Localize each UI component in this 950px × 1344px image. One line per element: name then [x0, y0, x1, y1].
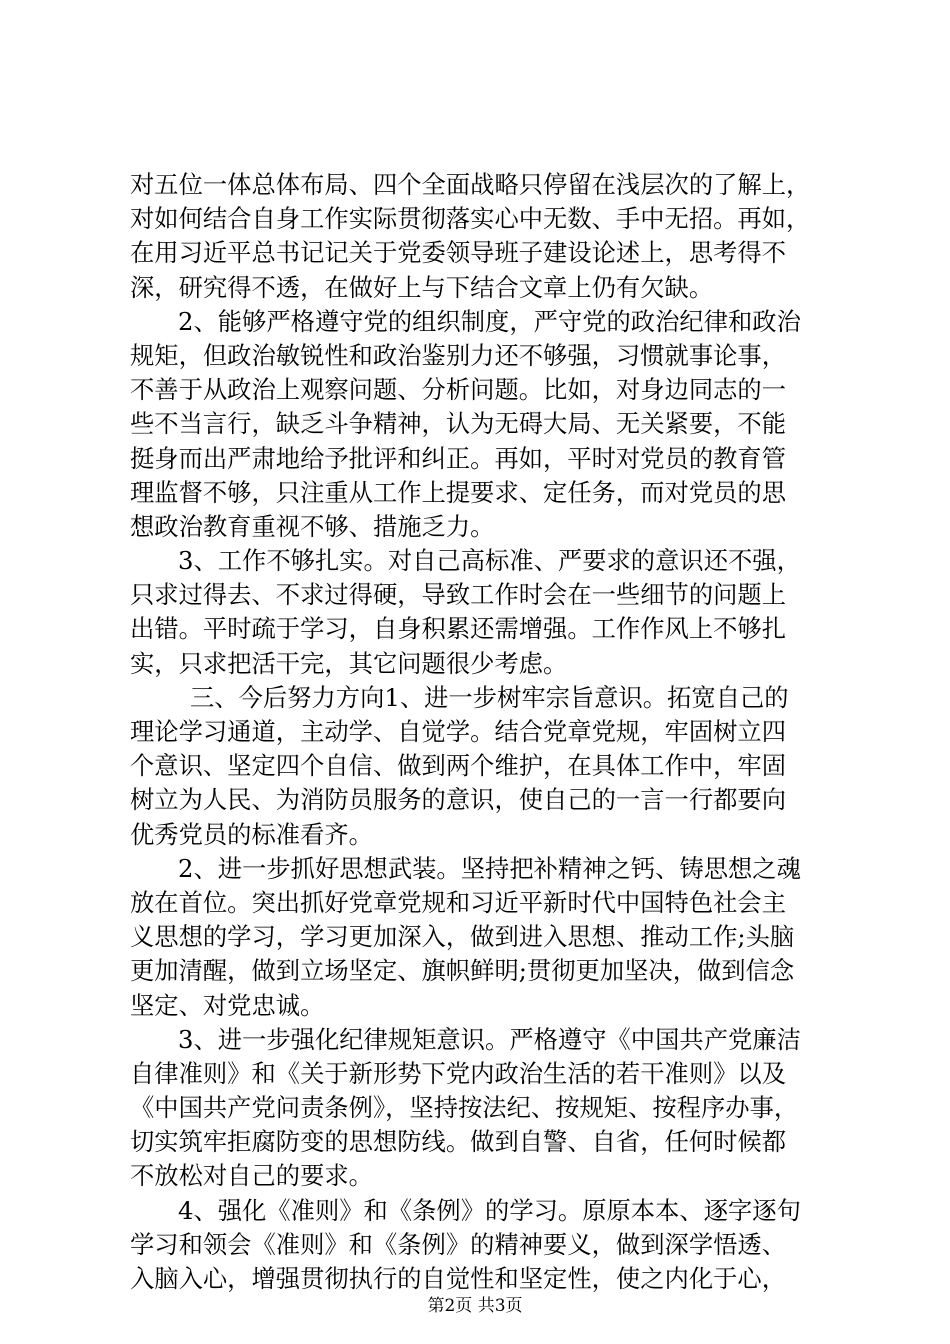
text-line: 对五位一体总体布局、四个全面战略只停留在浅层次的了解上， [130, 170, 811, 199]
text-line: 入脑入心，增强贯彻执行的自觉性和坚定性，使之内化于心， [130, 1264, 787, 1293]
text-line: 深，研究得不透，在做好上与下结合文章上仍有欠缺。 [130, 272, 714, 302]
text-line: 些不当言行，缺乏斗争精神，认为无碍大局、无关紧要，不能 [130, 409, 787, 439]
text-line: 理论学习通道，主动学、自觉学。结合党章党规，牢固树立四 [130, 717, 787, 746]
text-line: 实，只求把活干完，其它问题很少考虑。 [130, 648, 568, 678]
text-line: 2、能够严格遵守党的组织制度，严守党的政治纪律和政治 [178, 306, 801, 336]
text-line: 挺身而出严肃地给予批评和纠正。再如，平时对党员的教育管 [130, 443, 787, 473]
text-line: 更加清醒，做到立场坚定、旗帜鲜明;贯彻更加坚决，做到信念 [130, 956, 795, 986]
text-line: 个意识、坚定四个自信、做到两个维护，在具体工作中，牢固 [130, 751, 787, 781]
text-line: 切实筑牢拒腐防变的思想防线。做到自警、自省，任何时候都 [130, 1127, 787, 1157]
text-line: 自律准则》和《关于新形势下党内政治生活的若干准则》以及 [130, 1058, 787, 1088]
text-line: 4、强化《准则》和《条例》的学习。原原本本、逐字逐句 [178, 1195, 801, 1225]
page-footer: 第2页 共3页 [427, 1296, 523, 1316]
text-line: 出错。平时疏于学习，自身积累还需增强。工作作风上不够扎 [130, 614, 787, 644]
text-line: 学习和领会《准则》和《条例》的精神要义，做到深学悟透、 [130, 1229, 787, 1259]
text-line: 三、今后努力方向1、进一步树牢宗旨意识。拓宽自己的 [190, 682, 789, 712]
text-line: 3、工作不够扎实。对自己高标准、严要求的意识还不强， [178, 546, 801, 576]
text-line: 只求过得去、不求过得硬，导致工作时会在一些细节的问题上 [130, 580, 787, 610]
text-line: 《中国共产党问责条例》，坚持按法纪、按规矩、按程序办事， [130, 1093, 799, 1123]
document-body [130, 168, 830, 1296]
text-line: 坚定、对党忠诚。 [130, 990, 325, 1020]
text-line: 在用习近平总书记记关于党委领导班子建设论述上，思考得不 [130, 238, 787, 268]
text-line: 放在首位。突出抓好党章党规和习近平新时代中国特色社会主 [130, 887, 787, 917]
text-line: 不放松对自己的要求。 [130, 1161, 373, 1191]
text-line: 树立为人民、为消防员服务的意识，使自己的一言一行都要向 [130, 785, 787, 815]
text-line: 理监督不够，只注重从工作上提要求、定任务，而对党员的思 [130, 477, 787, 507]
text-line: 优秀党员的标准看齐。 [130, 819, 373, 849]
text-line: 规矩，但政治敏锐性和政治鉴别力还不够强，习惯就事论事， [130, 340, 787, 370]
text-line: 义思想的学习，学习更加深入，做到进入思想、推动工作;头脑 [130, 922, 795, 952]
text-line: 对如何结合自身工作实际贯彻落实心中无数、手中无招。再如， [130, 204, 811, 234]
text-line: 想政治教育重视不够、措施乏力。 [130, 511, 495, 541]
text-line: 不善于从政治上观察问题、分析问题。比如，对身边同志的一 [130, 375, 787, 405]
text-line: 2、进一步抓好思想武装。坚持把补精神之钙、铸思想之魂 [178, 853, 801, 883]
text-line: 3、进一步强化纪律规矩意识。严格遵守《中国共产党廉洁 [178, 1024, 801, 1054]
